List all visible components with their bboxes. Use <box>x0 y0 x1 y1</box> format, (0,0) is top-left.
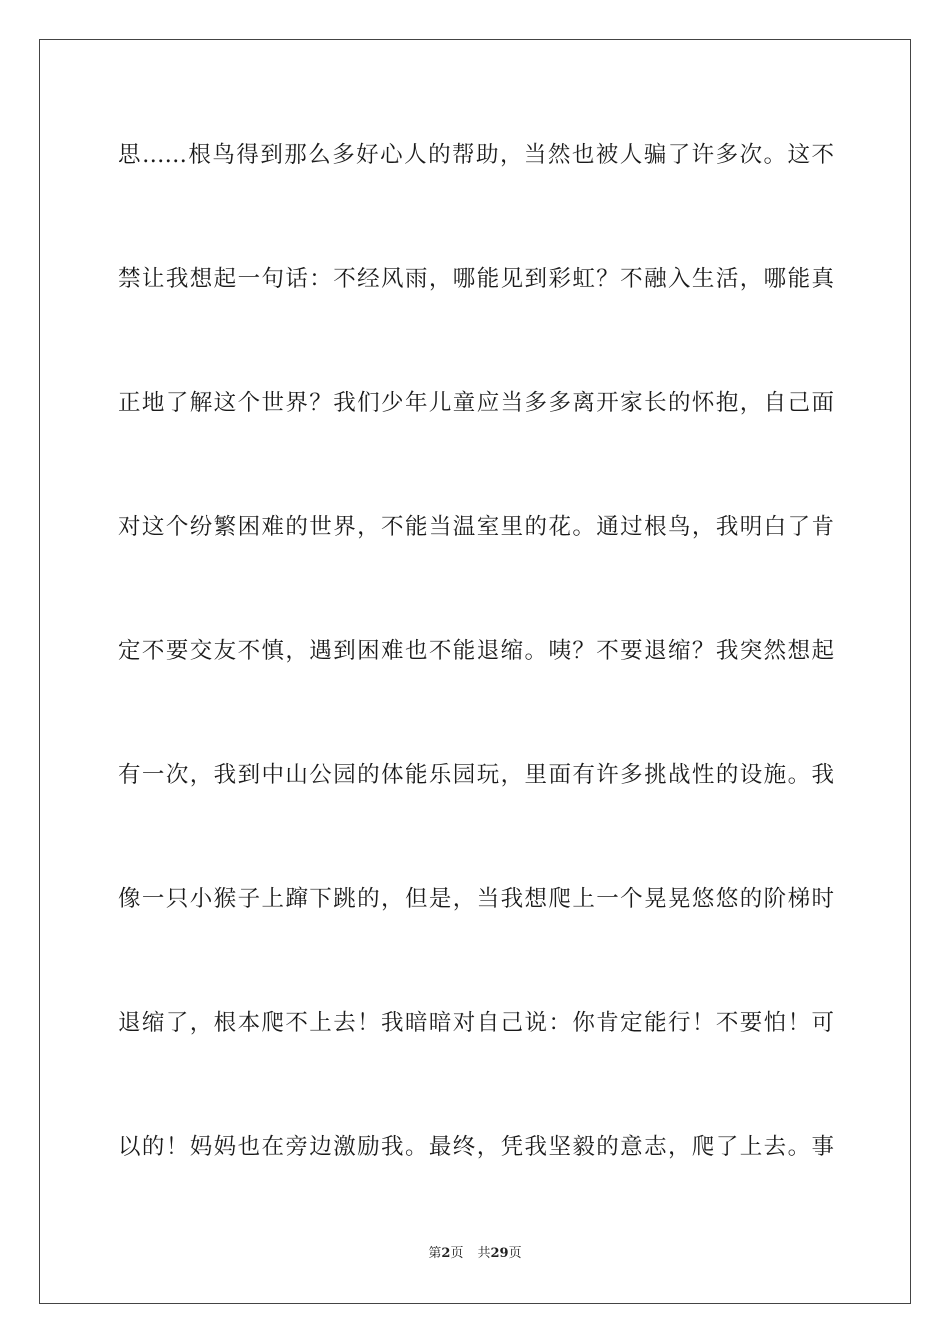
total-suffix: 页 <box>508 1246 522 1261</box>
body-text-line-8: 退缩了，根本爬不上去！我暗暗对自己说：你肯定能行！不要怕！可 <box>118 1010 834 1036</box>
body-text-line-1: 思……根鸟得到那么多好心人的帮助，当然也被人骗了许多次。这不 <box>118 142 834 168</box>
body-text-line-2: 禁让我想起一句话：不经风雨，哪能见到彩虹？不融入生活，哪能真 <box>118 266 834 292</box>
total-pages: 29 <box>490 1246 509 1261</box>
body-text-line-6: 有一次，我到中山公园的体能乐园玩，里面有许多挑战性的设施。我 <box>118 762 834 788</box>
body-text-line-5: 定不要交友不慎，遇到困难也不能退缩。咦？不要退缩？我突然想起 <box>118 638 834 664</box>
total-prefix: 共 <box>477 1246 491 1261</box>
page-number: 2 <box>441 1246 451 1261</box>
page-border <box>39 39 911 1304</box>
page-prefix: 第 <box>428 1246 442 1261</box>
page-footer <box>0 1244 950 1264</box>
body-text-line-4: 对这个纷繁困难的世界，不能当温室里的花。通过根鸟，我明白了肯 <box>118 514 834 540</box>
body-text-line-9: 以的！妈妈也在旁边激励我。最终，凭我坚毅的意志，爬了上去。事 <box>118 1134 834 1160</box>
body-text-line-7: 像一只小猴子上蹿下跳的，但是，当我想爬上一个晃晃悠悠的阶梯时 <box>118 886 834 912</box>
page-suffix: 页 <box>450 1246 464 1261</box>
body-text-line-3: 正地了解这个世界？我们少年儿童应当多多离开家长的怀抱，自己面 <box>118 390 834 416</box>
